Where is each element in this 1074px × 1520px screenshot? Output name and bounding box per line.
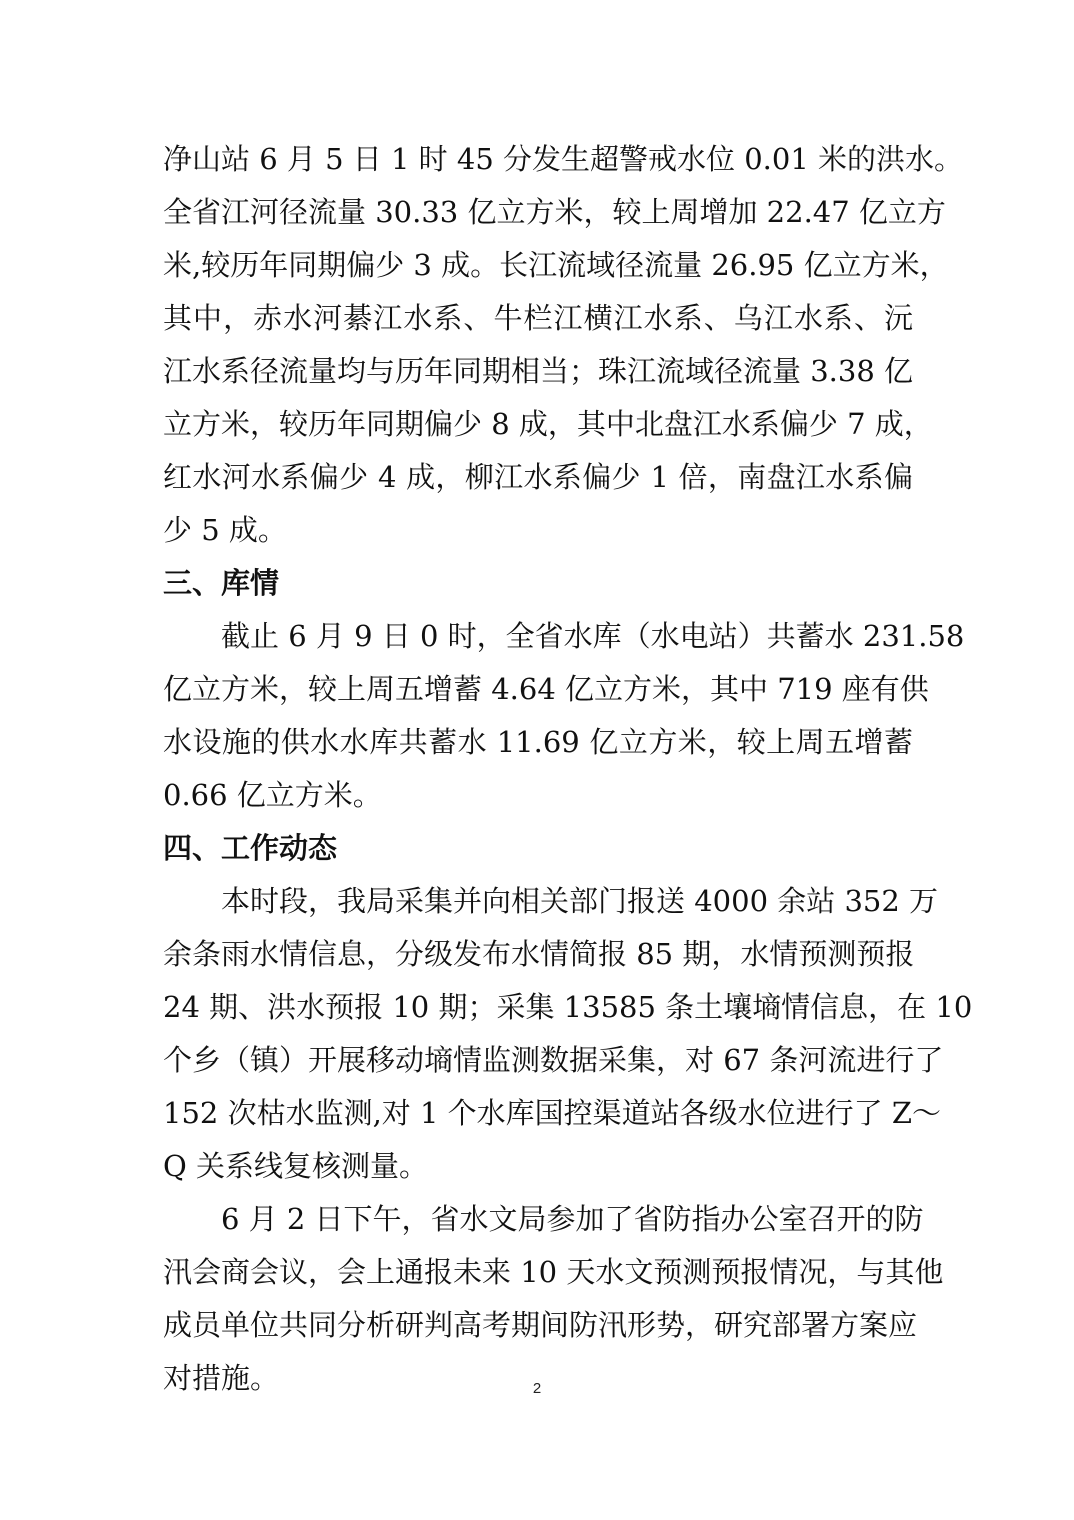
paragraph-1-line: 其中，赤水河綦江水系、牛栏江横江水系、乌江水系、沅 xyxy=(163,301,913,335)
section-4-paragraph-b-line: 汛会商会议，会上通报未来 10 天水文预测预报情况，与其他 xyxy=(163,1255,944,1289)
section-4-title: 四、工作动态 xyxy=(163,831,338,865)
section-4-paragraph-a-line: 152 次枯水监测,对 1 个水库国控渠道站各级水位进行了 Z～ xyxy=(163,1096,942,1130)
page-number: 2 xyxy=(532,1380,542,1397)
paragraph-1-line: 立方米，较历年同期偏少 8 成，其中北盘江水系偏少 7 成， xyxy=(163,407,933,441)
section-4-paragraph-a-line: 本时段，我局采集并向相关部门报送 4000 余站 352 万 xyxy=(221,884,939,918)
paragraph-1-line: 红水河水系偏少 4 成，柳江水系偏少 1 倍，南盘江水系偏 xyxy=(163,460,913,494)
paragraph-1-line: 净山站 6 月 5 日 1 时 45 分发生超警戒水位 0.01 米的洪水。 xyxy=(163,142,964,176)
section-3-line: 0.66 亿立方米。 xyxy=(163,778,382,812)
section-3-line: 截止 6 月 9 日 0 时，全省水库（水电站）共蓄水 231.58 xyxy=(221,619,965,653)
paragraph-1-line: 少 5 成。 xyxy=(163,513,287,547)
section-4-paragraph-a-line: 个乡（镇）开展移动墒情监测数据采集，对 67 条河流进行了 xyxy=(163,1043,944,1077)
section-3-title: 三、库情 xyxy=(163,566,280,600)
section-4-paragraph-a-line: Q 关系线复核测量。 xyxy=(163,1149,428,1183)
paragraph-1-line: 米,较历年同期偏少 3 成。长江流域径流量 26.95 亿立方米， xyxy=(163,248,949,282)
section-3-line: 亿立方米，较上周五增蓄 4.64 亿立方米，其中 719 座有供 xyxy=(163,672,929,706)
section-4-paragraph-b-line: 对措施。 xyxy=(163,1361,280,1395)
section-4-paragraph-a-line: 余条雨水情信息，分级发布水情简报 85 期，水情预测预报 xyxy=(163,937,915,971)
paragraph-1-line: 江水系径流量均与历年同期相当；珠江流域径流量 3.38 亿 xyxy=(163,354,914,388)
paragraph-1-line: 全省江河径流量 30.33 亿立方米，较上周增加 22.47 亿立方 xyxy=(163,195,946,229)
section-4-paragraph-b-line: 成员单位共同分析研判高考期间防汛形势，研究部署方案应 xyxy=(163,1308,918,1342)
section-4-paragraph-a-line: 24 期、洪水预报 10 期；采集 13585 条土壤墒情信息，在 10 xyxy=(163,990,973,1024)
section-4-paragraph-b-line: 6 月 2 日下午，省水文局参加了省防指办公室召开的防 xyxy=(221,1202,924,1236)
section-3-line: 水设施的供水水库共蓄水 11.69 亿立方米，较上周五增蓄 xyxy=(163,725,913,759)
